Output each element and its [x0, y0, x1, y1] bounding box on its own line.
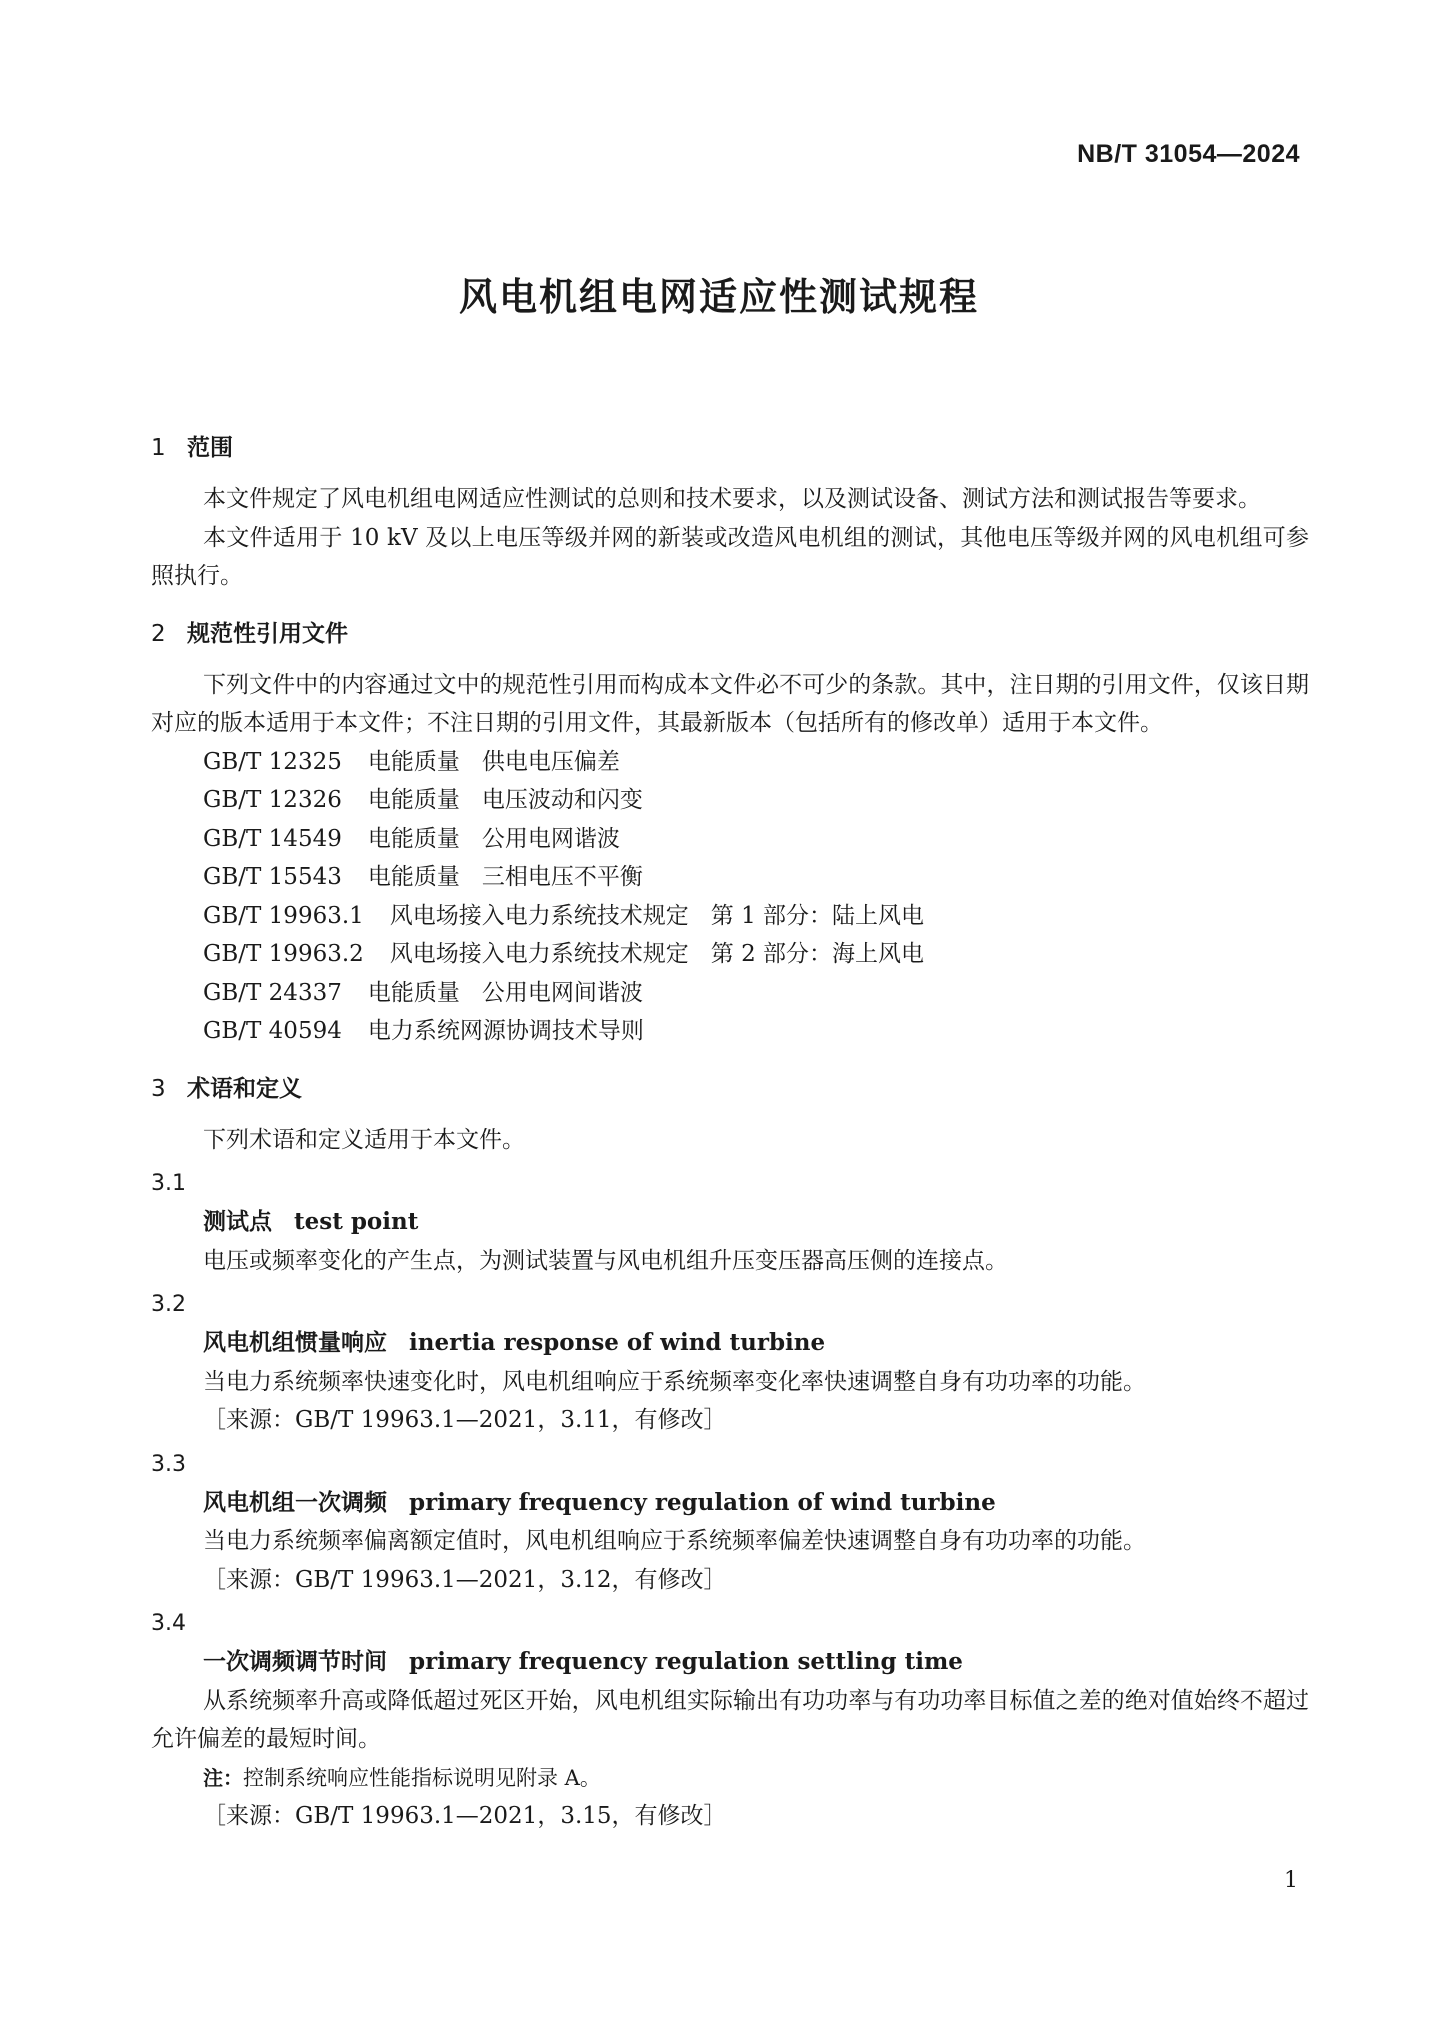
term-number: 3.2: [151, 1292, 186, 1317]
term-zh: 测试点: [203, 1209, 272, 1235]
paragraph: 本文件适用于 10 kV 及以上电压等级并网的新装或改造风电机组的测试，其他电压等级并网的风电机组可参照执行。: [151, 524, 1309, 589]
note-text: 控制系统响应性能指标说明见附录 A。: [243, 1765, 601, 1790]
reference-title: 风电场接入电力系统技术规定: [389, 902, 689, 929]
reference-subtitle: 第 2 部分：海上风电: [710, 941, 925, 967]
term-note: [151, 1759, 1309, 1798]
reference-title: 电能质量: [367, 748, 460, 775]
reference-code: GB/T 15543: [203, 864, 342, 890]
reference-subtitle: 电压波动和闪变: [481, 787, 643, 813]
reference-subtitle: 供电电压偏差: [481, 748, 620, 775]
reference-item: [151, 781, 1309, 820]
term-heading: [151, 1643, 1309, 1682]
term-definition: 从系统频率升高或降低超过死区开始，风电机组实际输出有功功率与有功功率目标值之差的绝对值始终不超过允许偏差的最短时间。: [151, 1687, 1309, 1752]
reference-item: [151, 858, 1309, 897]
term-en: inertia response of wind turbine: [409, 1329, 826, 1356]
reference-title: 风电场接入电力系统技术规定: [389, 941, 689, 967]
reference-code: GB/T 24337: [203, 979, 342, 1006]
term-zh: 一次调频调节时间: [203, 1649, 387, 1675]
section-title: 术语和定义: [187, 1075, 302, 1102]
term-source: ［来源：GB/T 19963.1—2021，3.11，有修改］: [203, 1407, 727, 1433]
reference-item: [151, 935, 1309, 974]
term-number: 3.3: [151, 1451, 186, 1477]
reference-subtitle: 第 1 部分：陆上风电: [710, 902, 925, 929]
section-heading-normative-references: [151, 614, 1309, 654]
reference-title: 电能质量: [367, 787, 460, 813]
term-heading: [151, 1324, 1309, 1363]
term-definition: 当电力系统频率快速变化时，风电机组响应于系统频率变化率快速调整自身有功功率的功能。: [203, 1368, 1146, 1395]
term-zh: 风电机组一次调频: [203, 1489, 387, 1516]
term-heading: [151, 1484, 1309, 1523]
term-source: ［来源：GB/T 19963.1—2021，3.15，有修改］: [203, 1803, 727, 1829]
term-zh: 风电机组惯量响应: [203, 1330, 387, 1356]
term-heading: [151, 1203, 1309, 1242]
standard-number: NB/T 31054—2024: [1077, 140, 1300, 168]
reference-subtitle: 公用电网间谐波: [481, 979, 643, 1006]
section-number: 2: [151, 620, 166, 647]
reference-code: GB/T 12325: [203, 748, 342, 775]
section-number: 3: [151, 1075, 166, 1102]
document-title: 风电机组电网适应性测试规程: [458, 275, 979, 319]
paragraph: 本文件规定了风电机组电网适应性测试的总则和技术要求，以及测试设备、测试方法和测试报告等要求。: [203, 486, 1261, 512]
reference-item: [151, 897, 1309, 936]
paragraph: 下列文件中的内容通过文中的规范性引用而构成本文件必不可少的条款。其中，注日期的引用文件，仅该日期对应的版本适用于本文件；不注日期的引用文件，其最新版本（包括所有的修改单）适用于本文件。: [151, 671, 1309, 736]
term-en: test point: [294, 1208, 419, 1235]
term-number: 3.1: [151, 1171, 186, 1196]
term-en: primary frequency regulation of wind turbine: [409, 1488, 996, 1516]
reference-title: 电力系统网源协调技术导则: [367, 1018, 644, 1044]
section-title: 规范性引用文件: [187, 620, 348, 647]
reference-subtitle: 三相电压不平衡: [481, 864, 643, 890]
section-heading-terms: [151, 1069, 1309, 1109]
document-body: [151, 410, 1309, 1836]
term-source: ［来源：GB/T 19963.1—2021，3.12，有修改］: [203, 1566, 727, 1593]
reference-code: GB/T 40594: [203, 1018, 342, 1044]
section-heading-scope: [151, 428, 1309, 468]
paragraph: 下列术语和定义适用于本文件。: [203, 1126, 525, 1153]
reference-code: GB/T 12326: [203, 787, 342, 813]
section-title: 范围: [187, 435, 233, 461]
reference-item: [151, 1012, 1309, 1051]
reference-code: GB/T 19963.1: [203, 902, 364, 929]
section-number: 1: [151, 435, 166, 461]
note-label: 注：: [203, 1765, 243, 1790]
page-number: 1: [1284, 1868, 1298, 1893]
term-number: 3.4: [151, 1611, 186, 1636]
reference-item: [151, 743, 1309, 782]
reference-item: [151, 820, 1309, 859]
term-definition: 当电力系统频率偏离额定值时，风电机组响应于系统频率偏差快速调整自身有功功率的功能。: [203, 1528, 1146, 1554]
reference-item: [151, 974, 1309, 1013]
reference-code: GB/T 14549: [203, 825, 342, 852]
reference-title: 电能质量: [367, 825, 460, 852]
term-definition: 电压或频率变化的产生点，为测试装置与风电机组升压变压器高压侧的连接点。: [203, 1247, 1008, 1274]
reference-title: 电能质量: [367, 979, 460, 1006]
reference-title: 电能质量: [367, 864, 460, 890]
term-en: primary frequency regulation settling time: [409, 1648, 963, 1675]
reference-code: GB/T 19963.2: [203, 941, 364, 967]
reference-subtitle: 公用电网谐波: [481, 825, 620, 852]
